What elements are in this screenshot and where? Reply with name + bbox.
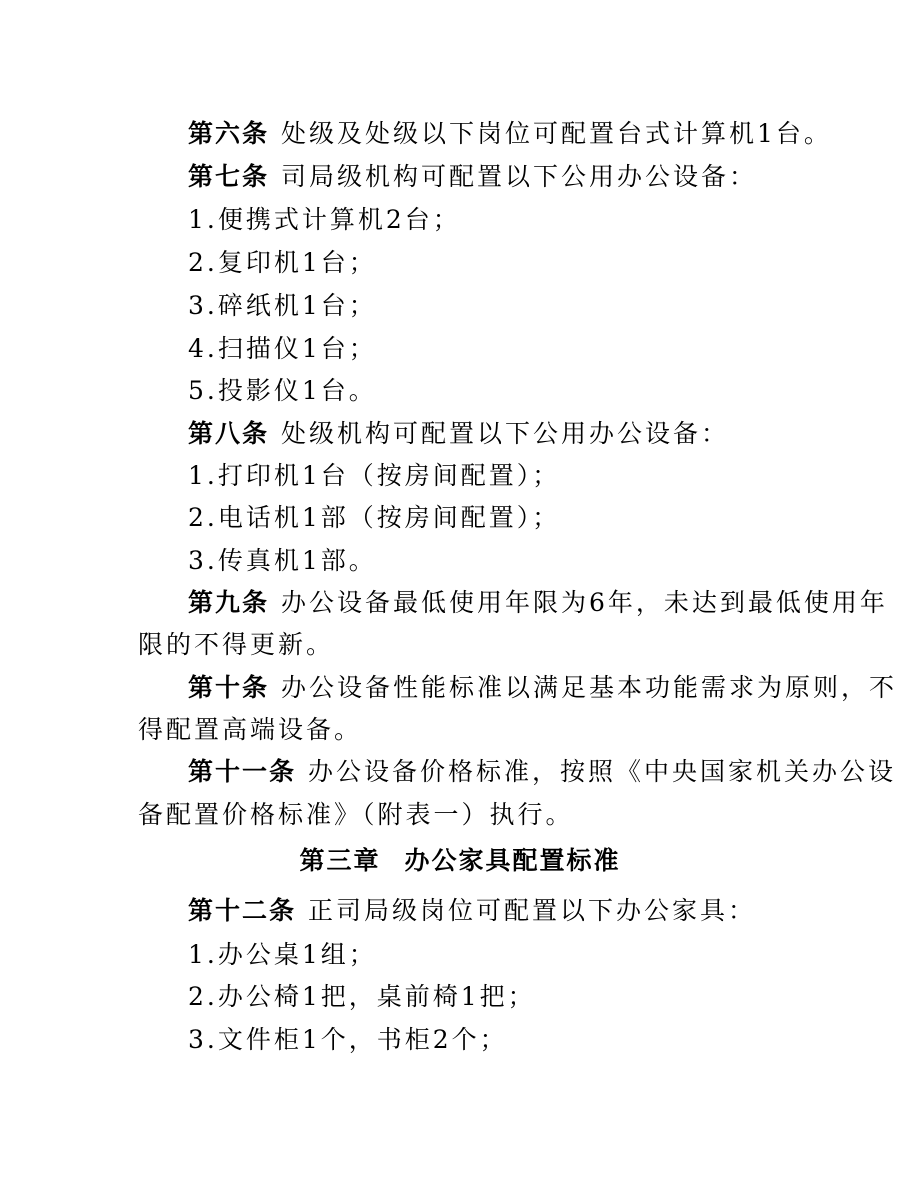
list-item: 1.办公桌1组；: [188, 940, 377, 969]
article-8-text: 处级机构可配置以下公用办公设备：: [281, 419, 730, 448]
chapter-heading: [0, 846, 920, 876]
article-11-label: 第十一条: [188, 757, 297, 786]
article-12-label: 第十二条: [188, 896, 297, 925]
list-item: 4.扫描仪1台；: [188, 334, 377, 363]
list-item: 1.打印机1台（按房间配置）；: [188, 461, 561, 490]
article-10-label: 第十条: [188, 673, 270, 702]
article-8-label: 第八条: [188, 419, 270, 448]
article-9-continued: 限的不得更新。: [138, 630, 335, 659]
article-6-label: 第六条: [188, 119, 270, 148]
list-item: 5.投影仪1台。: [188, 376, 377, 405]
article-11-continued: 备配置价格标准》（附表一）执行。: [138, 800, 574, 829]
chapter-number: 第三章: [299, 846, 381, 875]
article-8: [188, 419, 729, 449]
article-7-label: 第七条: [188, 162, 270, 191]
article-11-text: 办公设备价格标准，按照《中央国家机关办公设: [308, 757, 897, 786]
article-9: [188, 588, 888, 618]
article-12-text: 正司局级岗位可配置以下办公家具：: [308, 896, 757, 925]
list-item: 3.碎纸机1台；: [188, 291, 377, 320]
article-7-text: 司局级机构可配置以下公用办公设备：: [281, 162, 758, 191]
article-9-label: 第九条: [188, 588, 270, 617]
article-7: [188, 162, 757, 192]
article-11: [188, 757, 896, 787]
article-10-text: 办公设备性能标准以满足基本功能需求为原则，不: [281, 673, 898, 702]
article-6: [188, 119, 832, 149]
list-item: 3.传真机1部。: [188, 546, 377, 575]
article-10-continued: 得配置高端设备。: [138, 715, 363, 744]
list-item: 3.文件柜1个，书柜2个；: [188, 1025, 508, 1054]
article-12: [188, 896, 756, 926]
chapter-title: 办公家具配置标准: [404, 846, 621, 875]
list-item: 1.便携式计算机2台；: [188, 205, 461, 234]
list-item: 2.电话机1部（按房间配置）；: [188, 503, 561, 532]
article-6-text: 处级及处级以下岗位可配置台式计算机1台。: [281, 119, 832, 148]
list-item: 2.复印机1台；: [188, 248, 377, 277]
list-item: 2.办公椅1把，桌前椅1把；: [188, 982, 536, 1011]
article-10: [188, 673, 897, 703]
article-9-text: 办公设备最低使用年限为6年，未达到最低使用年: [281, 588, 888, 617]
